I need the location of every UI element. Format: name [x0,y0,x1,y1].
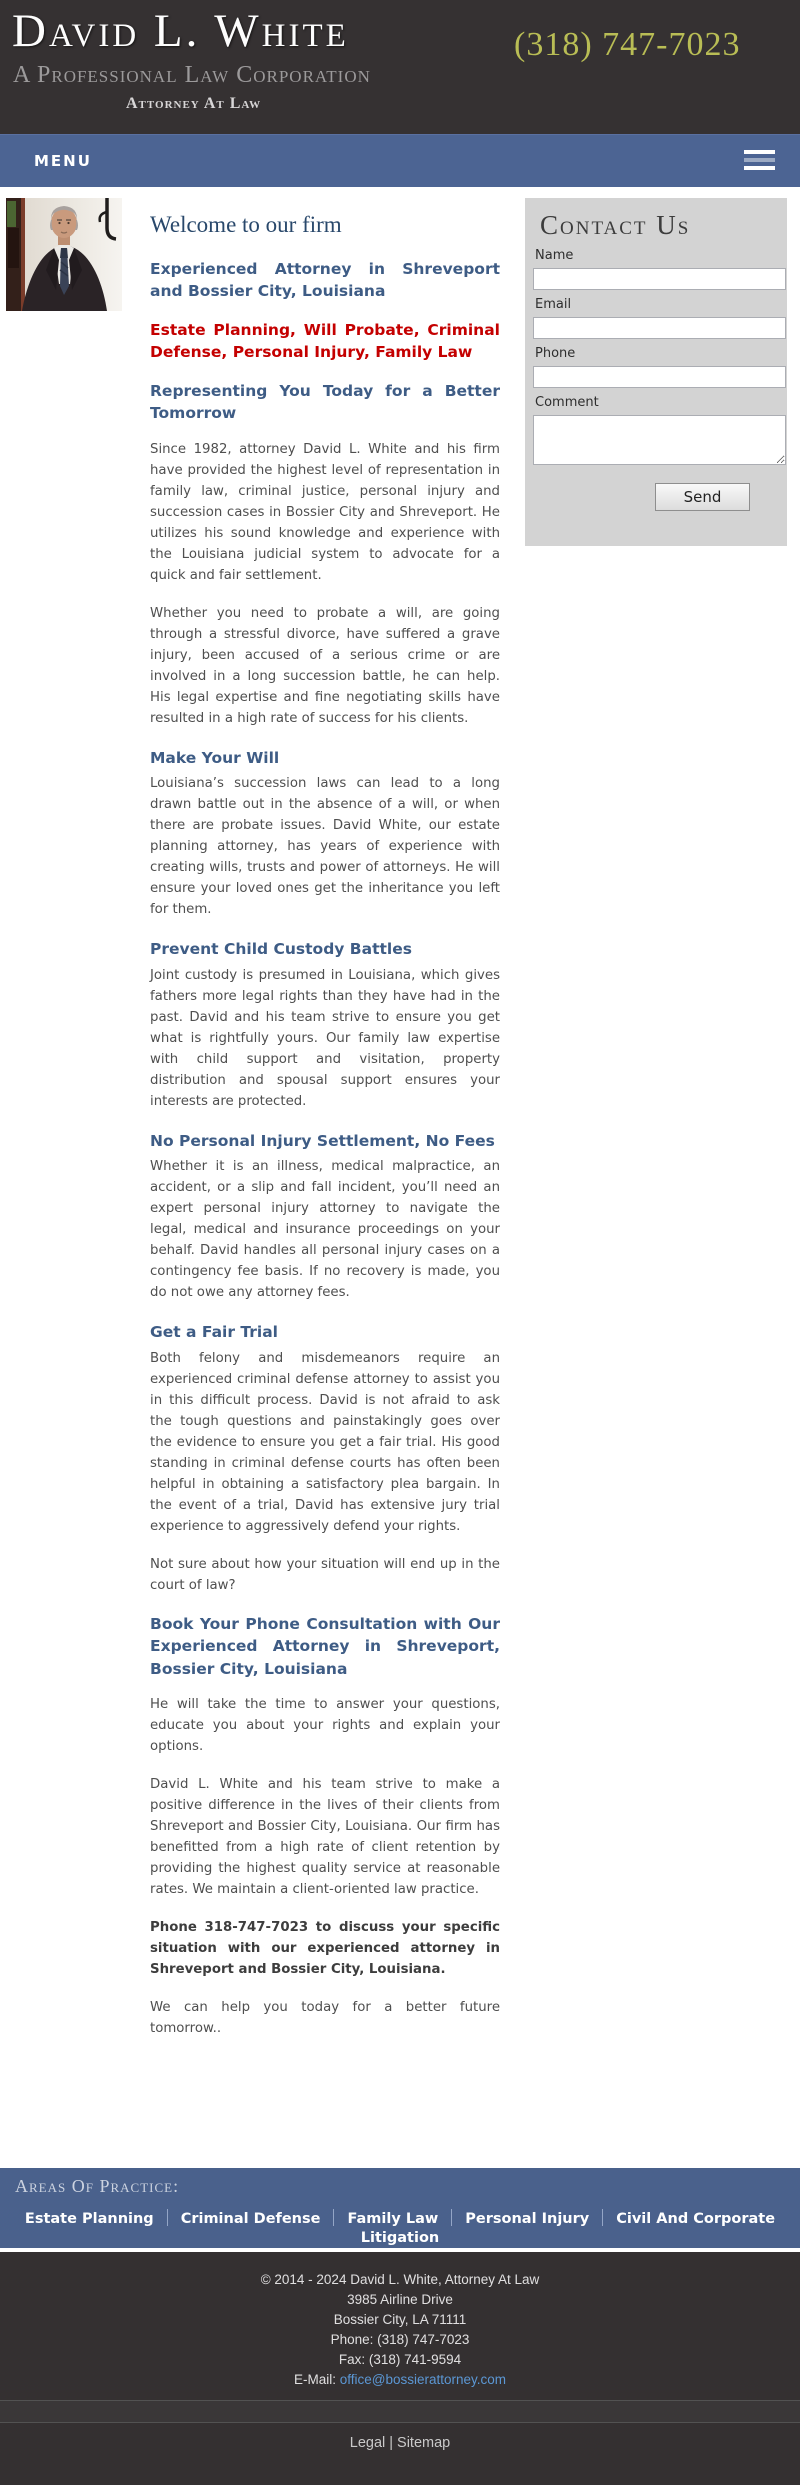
paragraph-custody: Joint custody is presumed in Louisiana, which gives fathers more legal rights than they have had in the past. David and his team strive to ensure you get what is rightfully yours. Our family law expertise with child support and visitation, property distribution and spousal support ensures your interests are protected. [150,967,500,1109]
name-label: Name [535,248,574,263]
link-family-law[interactable]: Family Law [347,2211,439,2227]
paragraph-book-2: David L. White and his team strive to make a positive difference in the lives of their clients from Shreveport and Bossier City, Louisiana. Our firm has benefitted from a high rate of client retention by providing the highest quality service at reasonable rates. We maintain a client-oriented law practice. [150,1777,500,1898]
paragraph-injury: Whether it is an illness, medical malpractice, an accident, or a slip and fall incident, you’ll need an expert personal injury attorney to navigate the legal, medical and insurance proceedings on your behalf. David handles all personal injury cases on a contingency fee basis. If no recovery is made, you do not owe any attorney fees. [150,1159,500,1301]
name-field[interactable] [533,268,786,290]
address-line-2: Bossier City, LA 71111 [333,2312,467,2327]
tagline-heading: Representing You Today for a Better Tomorrow [150,381,500,423]
site-header [0,0,800,134]
separator [451,2209,452,2226]
header-phone-link[interactable]: (318) 747-7023 [514,26,741,63]
link-criminal-defense[interactable]: Criminal Defense [180,2211,321,2227]
site-footer [0,2252,800,2400]
paragraph-phone-cta: Phone 318-747-7023 to discuss your specific situation with our experienced attorney in Shreveport and Bossier City, Louisiana. [150,1920,500,1978]
separator: | [389,2435,394,2451]
comment-field[interactable] [533,415,786,465]
firm-name: David L. White [12,5,349,57]
send-button[interactable]: Send [655,483,750,511]
legal-link[interactable]: Legal [349,2435,386,2451]
paragraph-closing: We can help you today for a better future tomorrow.. [150,2000,500,2037]
hamburger-icon[interactable] [744,150,775,172]
link-civil-corporate-litigation[interactable]: Civil And Corporate Litigation [360,2211,776,2246]
practice-areas-heading: Estate Planning, Will Probate, Criminal Defense, Personal Injury, Family Law [150,320,500,362]
sitemap-link[interactable]: Sitemap [397,2435,451,2451]
hamburger-bar [744,150,775,154]
paragraph-book-1: He will take the time to answer your questions, educate you about your rights and explain your options. [150,1697,500,1755]
phone-field[interactable] [533,366,786,388]
attorney-photo-art [6,198,122,311]
heading-book-consultation: Book Your Phone Consultation with Our Experienced Attorney in Shreveport, Bossier City, Louisiana [150,1614,500,1678]
email-label: E-Mail: [293,2372,340,2387]
heading-fair-trial: Get a Fair Trial [150,1323,278,1342]
menu-button[interactable]: MENU [34,152,92,170]
contact-form [525,198,787,546]
link-estate-planning[interactable]: Estate Planning [24,2211,154,2227]
footer-fax: Fax: (318) 741-9594 [338,2352,462,2367]
comment-label: Comment [535,395,599,410]
attorney-photo [6,198,122,311]
address-line-1: 3985 Airline Drive [347,2292,453,2307]
intro-heading: Experienced Attorney in Shreveport and Bossier City, Louisiana [150,260,500,301]
firm-subtitle: A Professional Law Corporation [13,62,371,88]
copyright-line: © 2014 - 2024 David L. White, Attorney At Law [260,2272,540,2287]
email-link[interactable]: office@bossierattorney.com [339,2372,507,2387]
paragraph-will: Louisiana’s succession laws can lead to a long drawn battle out in the absence of a will, or when there are probate issues. David White, our estate planning attorney, has years of experience with creating wills, trusts and power of attorneys. He will ensure your loved ones get the inheritance you left for them. [150,776,500,918]
heading-injury: No Personal Injury Settlement, No Fees [150,1131,495,1150]
areas-of-practice-band [0,2168,800,2248]
hamburger-bar [744,166,775,170]
bottom-bar [0,2423,800,2485]
welcome-heading: Welcome to our firm [150,212,342,237]
footer-email-line [0,2370,800,2390]
heading-make-your-will: Make Your Will [150,748,280,767]
heading-custody: Prevent Child Custody Battles [150,940,412,959]
contact-title: Contact Us [540,210,691,240]
link-personal-injury[interactable]: Personal Injury [465,2211,590,2227]
email-field[interactable] [533,317,786,339]
footer-divider [0,2400,800,2423]
email-label: Email [535,297,572,312]
menu-bar [0,134,800,187]
paragraph-whether: Whether you need to probate a will, are going through a stressful divorce, have suffered a grave injury, been accused of a serious crime or are involved in a long succession battle, he can help. His legal expertise and fine negotiating skills have resulted in a high rate of success for his clients. [150,605,500,726]
separator [167,2209,168,2226]
paragraph-trial: Both felony and misdemeanors require an experienced criminal defense attorney to assist you in this difficult process. David is not afraid to ask the tough questions and painstakingly goes over the evidence to ensure you get a fair trial. His good standing in criminal defense courts has often been helpful in obtaining a satisfactory plea bargain. In the event of a trial, David has extensive jury trial experience to aggressively defend your rights. [150,1350,500,1534]
separator [333,2209,334,2226]
paragraph-since-1982: Since 1982, attorney David L. White and his firm have provided the highest level of representation in family law, criminal justice, personal injury and succession cases in Bossier City and Shreveport. He utilizes his sound knowledge and experience with the Louisiana judicial system to advocate for a quick and fair settlement. [150,441,500,583]
main-content [150,206,500,2056]
phone-label: Phone [535,346,576,361]
areas-links [0,2208,800,2246]
areas-title: Areas Of Practice: [15,2176,180,2196]
footer-phone: Phone: (318) 747-7023 [330,2332,470,2347]
separator [602,2209,603,2226]
hamburger-bar [744,158,775,162]
firm-tagline: Attorney At Law [126,95,262,112]
paragraph-not-sure: Not sure about how your situation will end up in the court of law? [150,1556,500,1593]
